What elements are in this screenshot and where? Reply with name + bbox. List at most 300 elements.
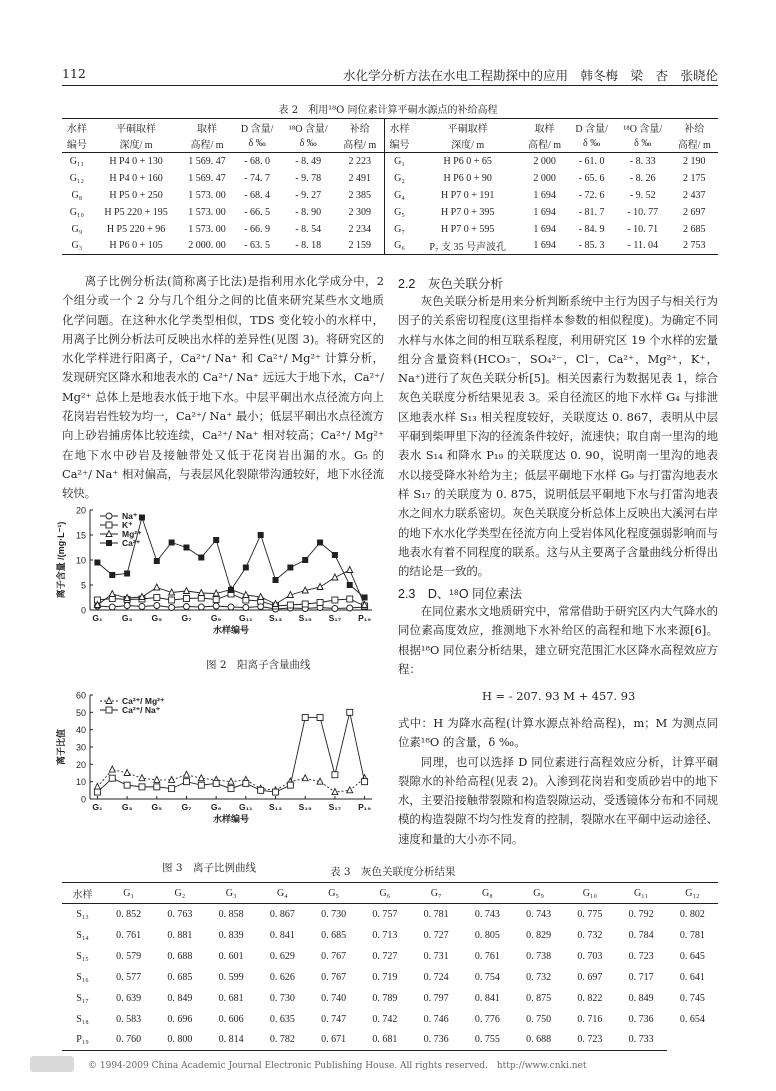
table-cell: 1 573. 00	[188, 223, 226, 235]
running-title: 水化学分析方法在水电工程勘探中的应用 韩冬梅 梁 杏 张晓伦	[342, 68, 718, 83]
table-cell: 1 694	[533, 206, 556, 218]
paragraph-grey-relational: 灰色关联分析是用来分析判断系统中主行为因子与相关行为因子的关系密切程度(这里指样本参数的相似程度)。为确定不同水样与水体之间的相互联系程度，利用研究区 19 个水样的宏量组分含量资料(HCO₃⁻，SO₄²⁻，Cl⁻，Ca²⁺，Mg²⁺，K⁺，Na⁺)进行了灰色关联分析[5]。相关因素行为数据见表 1，综合灰色关联度分析结果见表 3。采自径流区的地下水样 G₄ 与排泄区地表水样 S₁₃ 相关程度较好，关联度达 0. 867，表明从中层平硐到柴呷里下沟的径流条件较好，流速快；取自南一里沟的地表水 S₁₄ 和降水 P₁₉ 的关联度达 0. 90，说明南一里沟的地表水以接受降水补给为主；低层平硐地下水样 G₉ 与打雷沟地表水样 S₁₇ 的关联度为 0. 875，说明低层平硐地下水与打雷沟地表水之间水力联系密切。灰色关联度分析总体上反映出大溪河右岸的地下水水化学类型在径流方向上受岩体风化程度强弱影响而与地表水有着不同程度的联系。这与从主要离子含量曲线分析得出的结论是一致的。	[398, 294, 718, 579]
table-cell: 0. 601	[218, 950, 244, 962]
x-tick-label: G₁₁	[239, 802, 253, 812]
table2-header: 高程/ m	[521, 136, 568, 153]
data-point	[139, 775, 145, 781]
table-row	[62, 1009, 718, 1030]
table2-header: 高程/ m	[670, 136, 718, 153]
table-cell: H P5 0 + 250	[109, 189, 163, 201]
table-cell: - 68. 4	[244, 189, 271, 201]
figure3-caption: 图 3 离子比例曲线	[162, 862, 257, 874]
table-cell: G₈	[71, 189, 83, 201]
table-cell: H P6 0 + 90	[443, 172, 492, 184]
header-rule	[62, 85, 718, 86]
table-cell: S₁₃	[76, 908, 89, 920]
legend-label: Ca²⁺	[122, 538, 141, 548]
data-point	[302, 601, 308, 607]
table-cell: 0. 723	[628, 950, 654, 962]
table2-header: 高程/ m	[336, 136, 384, 153]
table-cell: G₃	[62, 238, 92, 255]
table-row	[62, 946, 718, 967]
y-tick-label: 20	[75, 759, 86, 770]
data-point	[228, 604, 234, 610]
table-cell: 0. 782	[257, 1030, 308, 1051]
table-cell: 0. 579	[116, 950, 142, 962]
table-cell: 1 573. 00	[188, 189, 226, 201]
table-row	[62, 988, 718, 1009]
table-row	[62, 925, 718, 946]
table-cell: 0. 645	[679, 950, 705, 962]
data-point	[154, 558, 160, 564]
table-cell: 0. 697	[577, 971, 603, 983]
table-cell: - 10. 71	[627, 223, 659, 235]
table-cell: - 84. 9	[578, 223, 605, 235]
data-point	[124, 770, 130, 776]
table-cell: G₁₀	[69, 206, 84, 218]
data-point	[317, 584, 323, 590]
table2-caption: 表 2 利用¹⁸O 同位素计算平硐水源点的补给高程	[278, 105, 498, 116]
table-cell: - 66. 9	[244, 223, 271, 235]
table-cell: 0. 703	[577, 950, 603, 962]
table2-header: 补给	[670, 119, 718, 136]
legend-label: Mg²⁺	[122, 529, 142, 539]
table-cell: 0. 841	[269, 929, 295, 941]
data-point	[347, 787, 353, 793]
data-point	[332, 552, 338, 558]
table3	[62, 882, 718, 1051]
x-tick-label: P₁₉	[358, 613, 372, 623]
table-cell: 2 000	[533, 172, 556, 184]
paragraph-d-isotope: 同理，也可以选择 D 同位素进行高程效应分析，计算平硐裂隙水的补给高程(见表 2)。入渗到花岗岩和变质砂岩中的地下水，主要沿接触带裂隙和构造裂隙运动，受透镜体分布和不同规模的构造裂隙不均匀性发育的控制，裂隙水在平硐中运动途径、速度和量的大小亦不同。	[398, 754, 718, 846]
x-tick-label: P₁₉	[358, 802, 372, 812]
table-cell: 0. 733	[616, 1030, 667, 1051]
data-point	[139, 784, 145, 790]
table3-header: G₄	[257, 883, 308, 904]
x-tick-label: G₃	[121, 613, 133, 623]
table-cell: 1 569. 47	[188, 172, 226, 184]
table-cell: H P7 0 + 395	[440, 206, 495, 218]
table2-header: 水样	[384, 119, 414, 136]
table2-header: ¹⁸O 含量/	[615, 119, 670, 136]
table-cell: 0. 716	[577, 1013, 603, 1025]
table-cell: - 65. 6	[578, 172, 605, 184]
y-tick-label: 15	[75, 530, 86, 541]
y-tick-label: 30	[75, 742, 86, 753]
data-point	[228, 587, 234, 593]
table-cell: - 63. 5	[234, 238, 281, 255]
table-cell: - 72. 6	[578, 189, 605, 201]
data-point	[94, 783, 100, 789]
table2-header: δ ‰	[280, 136, 335, 153]
data-point	[317, 715, 323, 721]
table-cell: G₉	[71, 223, 83, 235]
table-cell: 0. 767	[321, 950, 347, 962]
data-point	[243, 780, 249, 786]
table-cell: G₁₂	[69, 172, 84, 184]
y-axis-label: 离子比值	[56, 728, 66, 766]
y-tick-label: 50	[75, 707, 86, 718]
table-cell: 0. 776	[474, 1013, 500, 1025]
table-cell: 0. 736	[411, 1030, 462, 1051]
table-cell: - 74. 7	[244, 172, 271, 184]
table-cell: 0. 757	[372, 908, 398, 920]
table-cell: 0. 685	[321, 929, 347, 941]
table-cell: 0. 797	[423, 992, 449, 1004]
table3-header: G₁₁	[616, 883, 667, 904]
data-point	[302, 715, 308, 721]
x-tick-label: G₃	[121, 802, 133, 812]
table2-header: 高程/ m	[180, 136, 233, 153]
table-cell: 0. 784	[628, 929, 654, 941]
table-row	[62, 904, 718, 925]
table2-header: 取样	[180, 119, 233, 136]
table-cell: 0. 792	[628, 908, 654, 920]
table-cell: 0. 696	[167, 1013, 193, 1025]
data-point	[154, 595, 160, 601]
table-cell: 0. 761	[116, 929, 142, 941]
legend-marker	[106, 540, 112, 546]
legend-marker	[106, 513, 112, 519]
table-cell: - 8. 18	[280, 238, 335, 255]
table-cell: - 9. 52	[629, 189, 656, 201]
data-point	[243, 565, 249, 571]
table-cell: 0. 775	[577, 908, 603, 920]
data-point	[109, 775, 115, 781]
table-cell: 0. 577	[116, 971, 142, 983]
data-point	[94, 789, 100, 795]
table-cell: 2 491	[336, 170, 384, 187]
table-cell: 0. 671	[308, 1030, 359, 1051]
table2-header: 深度/ m	[92, 136, 181, 153]
table-cell: 1 694	[533, 223, 556, 235]
right-column-2-3b	[398, 714, 718, 849]
table-cell: H P6 0 + 65	[443, 155, 492, 167]
table2	[62, 118, 718, 255]
right-column-2-3a	[398, 602, 718, 679]
table-cell: - 85. 3	[568, 238, 615, 255]
data-point	[347, 582, 353, 588]
y-tick-label: 0	[80, 794, 86, 805]
table-cell: - 8. 49	[295, 155, 322, 167]
data-point	[228, 786, 234, 792]
data-point	[258, 787, 264, 793]
table-cell: 0. 681	[218, 992, 244, 1004]
table-row	[62, 170, 718, 187]
data-point	[273, 789, 279, 795]
y-tick-label: 60	[75, 690, 86, 701]
section-2-2-title: 2.2 灰色关联分析	[398, 277, 503, 291]
table-cell: 0. 654	[679, 1013, 705, 1025]
table2-header: 补给	[336, 119, 384, 136]
data-point	[287, 602, 293, 608]
table-cell: P₁₉	[62, 1030, 103, 1051]
table-cell: 0. 849	[167, 992, 193, 1004]
x-tick-label: S₁₇	[328, 613, 342, 623]
x-tick-label: G₉	[210, 613, 222, 623]
data-point	[347, 709, 353, 715]
x-tick-label: G₉	[210, 802, 222, 812]
table2-header: 平硐取样	[92, 119, 181, 136]
table-cell: 0. 738	[526, 950, 552, 962]
table-cell: - 8. 26	[629, 172, 656, 184]
data-point	[332, 789, 338, 795]
x-tick-label: S₁₃	[268, 802, 283, 812]
table-cell: 0. 750	[526, 1013, 552, 1025]
data-point	[258, 532, 264, 538]
table-cell: 2 385	[336, 187, 384, 204]
table-cell: 0. 732	[577, 929, 603, 941]
table-cell: 0. 839	[218, 929, 244, 941]
table-cell: H P5 220 + 96	[106, 223, 166, 235]
table-cell: G₇	[394, 223, 405, 235]
table3-header: G₇	[411, 883, 462, 904]
data-point	[154, 776, 160, 782]
data-point	[124, 782, 130, 788]
data-point	[109, 591, 115, 597]
table-cell: 0. 754	[474, 971, 500, 983]
data-point	[213, 597, 219, 603]
x-tick-label: G₇	[181, 613, 192, 623]
table-cell: 2 223	[336, 153, 384, 170]
x-tick-label: S₁₅	[298, 613, 312, 623]
left-column	[62, 272, 384, 504]
table-cell: 2 000. 00	[180, 238, 233, 255]
legend-marker	[106, 698, 112, 704]
table2-header: 平硐取样	[415, 119, 521, 136]
x-tick-label: S₁₃	[268, 613, 283, 623]
data-point	[302, 557, 308, 563]
table-cell: 0. 641	[679, 971, 705, 983]
table-cell: 0. 781	[679, 929, 705, 941]
table-cell: 0. 681	[359, 1030, 410, 1051]
table-cell: 0. 685	[167, 971, 193, 983]
data-point	[183, 588, 189, 594]
figure3-chart	[56, 685, 384, 835]
table2-header: δ ‰	[568, 136, 615, 153]
table-row	[62, 221, 718, 238]
table-cell: 2 753	[670, 238, 718, 255]
paragraph-equation-note: 式中：H 为降水高程(计算水源点补给高程)，m；M 为测点同位素¹⁸O 的含量，δ ‰。	[398, 716, 718, 750]
table2-header: ¹⁸O 含量/	[280, 119, 335, 136]
table-cell: 0. 583	[116, 1013, 142, 1025]
table-row	[62, 153, 718, 170]
data-point	[198, 555, 204, 561]
table-cell: 0. 719	[372, 971, 398, 983]
table-cell: P₇ 支 35 号声波孔	[415, 238, 521, 255]
table-cell: 2 159	[336, 238, 384, 255]
legend-marker	[106, 522, 112, 528]
right-column-2-2	[398, 292, 718, 581]
table3-header: G₃	[206, 883, 257, 904]
table-cell: H P5 220 + 195	[104, 206, 168, 218]
table-cell: 2 685	[682, 223, 706, 235]
data-point	[183, 604, 189, 610]
table-cell: 0. 732	[526, 971, 552, 983]
section-2-3-title: 2.3 D、¹⁸O 同位素法	[398, 587, 523, 601]
table-cell: 0. 781	[423, 908, 449, 920]
data-point	[154, 584, 160, 590]
table-cell: 0. 802	[679, 908, 705, 920]
table-cell: 0. 805	[474, 929, 500, 941]
data-point	[347, 567, 353, 573]
data-point	[183, 545, 189, 551]
table-cell: 0. 875	[526, 992, 552, 1004]
table-cell: 1 694	[533, 189, 556, 201]
data-point	[347, 605, 353, 611]
table-cell: - 81. 7	[578, 206, 605, 218]
table-cell: - 68. 0	[244, 155, 271, 167]
table-cell: 0. 841	[474, 992, 500, 1004]
legend-marker	[106, 707, 112, 713]
table-cell: G₅	[394, 206, 405, 218]
table3-header: G₉	[513, 883, 564, 904]
table-cell: 2 175	[682, 172, 706, 184]
x-tick-label: G₅	[151, 613, 163, 623]
table-cell: 0. 881	[167, 929, 193, 941]
table-cell: 0. 639	[116, 992, 142, 1004]
data-point	[169, 540, 175, 546]
table-cell: G₄	[394, 189, 405, 201]
data-point	[154, 603, 160, 609]
table-cell: H P7 0 + 595	[440, 223, 495, 235]
table3-header: G₁₂	[667, 883, 718, 904]
table-cell: G₂	[394, 172, 405, 184]
data-point	[109, 572, 115, 578]
table-cell: S₁₄	[76, 929, 89, 941]
y-tick-label: 20	[75, 505, 86, 516]
x-tick-label: G₇	[181, 802, 192, 812]
table-cell: 0. 599	[218, 971, 244, 983]
table2-header: 水样	[62, 119, 92, 136]
table2-header: δ ‰	[234, 136, 281, 153]
table-cell: - 8. 33	[629, 155, 656, 167]
table-cell: - 9. 27	[295, 189, 322, 201]
data-point	[94, 560, 100, 566]
y-tick-label: 10	[75, 777, 86, 788]
table-cell: 0. 763	[167, 908, 193, 920]
table-cell: 0. 852	[116, 908, 142, 920]
publisher-logo	[30, 1056, 74, 1072]
table-cell: - 8. 54	[295, 223, 322, 235]
table-cell: 0. 723	[564, 1030, 615, 1051]
table-cell: 0. 760	[103, 1030, 154, 1051]
table-cell: - 66. 5	[244, 206, 271, 218]
table-cell: S₁₇	[76, 992, 89, 1004]
table-cell: 2 190	[682, 155, 706, 167]
data-point	[243, 605, 249, 611]
data-point	[139, 604, 145, 610]
table-cell: 0. 626	[269, 971, 295, 983]
table2-header: 编号	[384, 136, 414, 153]
table-cell: - 11. 04	[615, 238, 670, 255]
x-tick-label: G₅	[151, 802, 163, 812]
table-cell: 0. 740	[321, 992, 347, 1004]
table-cell: 0. 745	[679, 992, 705, 1004]
table2-header: D 含量/	[234, 119, 281, 136]
table-cell: S₁₆	[76, 971, 89, 983]
page-number: 112	[62, 66, 86, 81]
table3-header: G₈	[462, 883, 513, 904]
table-cell: 0. 731	[423, 950, 449, 962]
table2-header: D 含量/	[568, 119, 615, 136]
table-cell: 0. 606	[218, 1013, 244, 1025]
table-cell: 0. 767	[321, 971, 347, 983]
table-cell: 0. 724	[423, 971, 449, 983]
data-point	[198, 782, 204, 788]
y-tick-label: 10	[75, 555, 86, 566]
table-cell: 0. 688	[167, 950, 193, 962]
table-cell: H P7 0 + 191	[440, 189, 495, 201]
data-point	[169, 597, 175, 603]
table-cell: 0. 747	[321, 1013, 347, 1025]
x-axis-label: 水样编号	[212, 814, 250, 824]
legend-marker	[106, 531, 112, 537]
table3-header: G₁	[103, 883, 154, 904]
table-row	[62, 1030, 718, 1051]
page-header	[62, 64, 718, 86]
table-cell: 0. 858	[218, 908, 244, 920]
y-tick-label: 0	[80, 605, 86, 616]
table-cell: G₁	[394, 155, 405, 167]
table3-header: G₁₀	[564, 883, 615, 904]
data-point	[362, 779, 368, 785]
table-cell: 0. 849	[628, 992, 654, 1004]
table-cell: 0. 730	[269, 992, 295, 1004]
elevation-equation: H = - 207. 93 M + 457. 93	[482, 689, 636, 703]
table-cell: 0. 761	[474, 950, 500, 962]
table2-header: 深度/ m	[415, 136, 521, 153]
figure2-chart	[56, 500, 384, 640]
data-point	[109, 766, 115, 772]
legend-label: K⁺	[122, 520, 133, 530]
table-cell: 0. 717	[628, 971, 654, 983]
table-cell: 0. 727	[372, 950, 398, 962]
table-cell: H P4 0 + 130	[109, 155, 163, 167]
y-tick-label: 5	[80, 580, 86, 591]
x-tick-label: G₁₁	[239, 613, 253, 623]
data-point	[332, 772, 338, 778]
table-cell: - 61. 0	[578, 155, 605, 167]
table-cell: 0. 730	[321, 908, 347, 920]
table-cell: H P6 0 + 105	[92, 238, 181, 255]
table-cell: 0. 736	[628, 1013, 654, 1025]
table-cell: S₁₅	[76, 950, 89, 962]
table-cell: S₁₈	[76, 1013, 89, 1025]
table-cell: - 8. 90	[295, 206, 322, 218]
table3-header: G₂	[154, 883, 205, 904]
data-point	[332, 574, 338, 580]
data-point	[213, 780, 219, 786]
table-cell: 1 694	[521, 238, 568, 255]
table-row	[62, 204, 718, 221]
table-row	[62, 238, 718, 255]
paragraph-isotope: 在同位素水文地质研究中，常常借助于研究区内大气降水的同位素高度效应，推测地下水补给区的高程和地下水来源[6]。根据¹⁸O 同位素分析结果，建立研究范围汇水区降水高程效应方程：	[398, 604, 718, 676]
x-tick-label: G₁	[92, 802, 103, 812]
legend-label: Ca²⁺/ Na⁺	[122, 705, 161, 715]
data-point	[183, 771, 189, 777]
data-point	[362, 595, 368, 601]
data-point	[198, 604, 204, 610]
x-axis-label: 水样编号	[212, 625, 250, 635]
data-point	[332, 606, 338, 612]
table3-header: G₅	[308, 883, 359, 904]
table-cell: 0. 829	[526, 929, 552, 941]
table-cell: H P4 0 + 160	[109, 172, 163, 184]
paragraph-ion-ratio: 离子比例分析法(简称离子比法)是指利用水化学成分中，2 个组分或一个 2 分与几个组分之间的比值来研究某些水文地质化学问题。在这种水化学类型相似，TDS 变化较小的水样中，用离子比例分析法可反映出水样的差异性(见图 3)。将研究区的水化学样进行阳离子，Ca²⁺/ Na⁺ 和 Ca²⁺/ Mg²⁺ 计算分析，发现研究区降水和地表水的 Ca²⁺/ Na⁺ 远远大于地下水，Ca²⁺/ Mg²⁺ 总体上是地表水低于地下水。中层平硐出水点径流方向上花岗岩岩性较为均一，Ca²⁺/ Na⁺ 最小；低层平硐出水点径流方向上砂岩捕虏体比较连续，Ca²⁺/ Na⁺ 相对较高；Ca²⁺/ Mg²⁺ 在地下水中砂岩及接触带处又低于花岗岩出漏的水。G₅ 的 Ca²⁺/ Na⁺ 相对偏高，与表层风化裂隙带沟通较好，地下水径流较快。	[62, 274, 384, 501]
x-tick-label: S₁₇	[328, 802, 342, 812]
legend-label: Na⁺	[122, 511, 138, 521]
